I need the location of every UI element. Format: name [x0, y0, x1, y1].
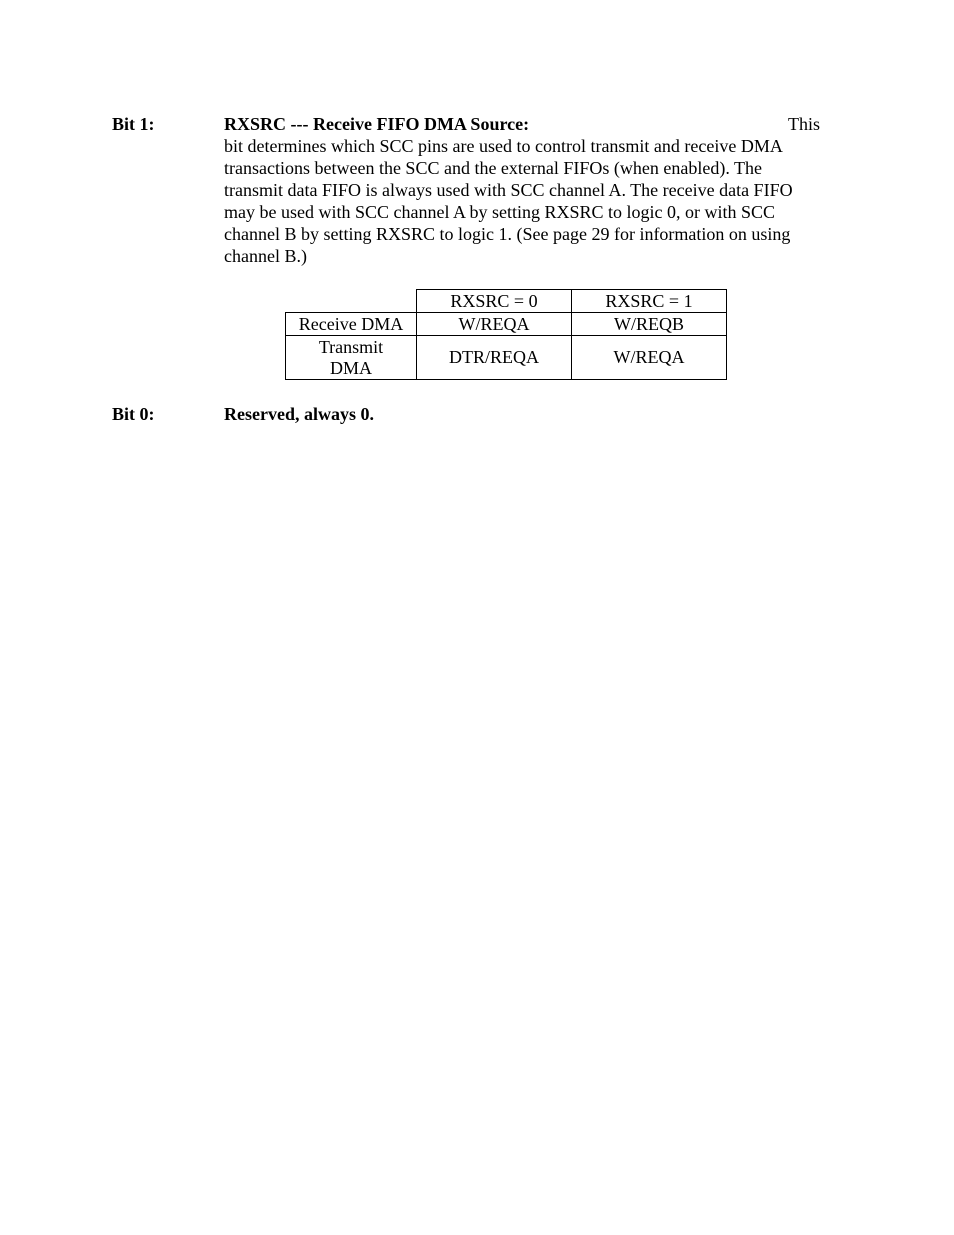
bit-1-line: channel B by setting RXSRC to logic 1. (See page 29 for information on using	[224, 224, 791, 244]
bit-0-label: Bit 0:	[112, 404, 155, 424]
column-header-rxsrc-0: RXSRC = 0	[417, 290, 572, 313]
table-cell: W/REQA	[572, 336, 727, 380]
bit-1-title-line	[224, 113, 820, 135]
table-cell: W/REQA	[417, 313, 572, 336]
table-cell: W/REQB	[572, 313, 727, 336]
bit-1-line: may be used with SCC channel A by setting RXSRC to logic 0, or with SCC	[224, 202, 776, 222]
table-header-row	[286, 290, 727, 313]
bit-1-title-trailing: This	[787, 114, 820, 134]
bit-1-label: Bit 1:	[112, 114, 155, 134]
row-header-receive-dma: Receive DMA	[286, 313, 417, 336]
bit-1-title: RXSRC --- Receive FIFO DMA Source:	[224, 114, 530, 134]
column-header-rxsrc-1: RXSRC = 1	[572, 290, 727, 313]
bit-1-line: bit determines which SCC pins are used to control transmit and receive DMA	[224, 136, 783, 156]
bit-1-line: channel B.)	[224, 246, 307, 266]
row-header-transmit-dma	[286, 336, 417, 380]
row-header-line: DMA	[329, 357, 372, 378]
bit-1-description	[224, 113, 820, 267]
bit-1-line: transactions between the SCC and the external FIFOs (when enabled). The	[224, 158, 763, 178]
dma-source-table	[285, 289, 727, 380]
table-row	[286, 336, 727, 380]
row-header-line: Transmit	[318, 336, 384, 357]
table-row	[286, 313, 727, 336]
bit-0-description: Reserved, always 0.	[224, 404, 374, 424]
table-corner-cell	[286, 290, 417, 313]
bit-1-line: transmit data FIFO is always used with SCC channel A. The receive data FIFO	[224, 180, 793, 200]
table-cell: DTR/REQA	[417, 336, 572, 380]
